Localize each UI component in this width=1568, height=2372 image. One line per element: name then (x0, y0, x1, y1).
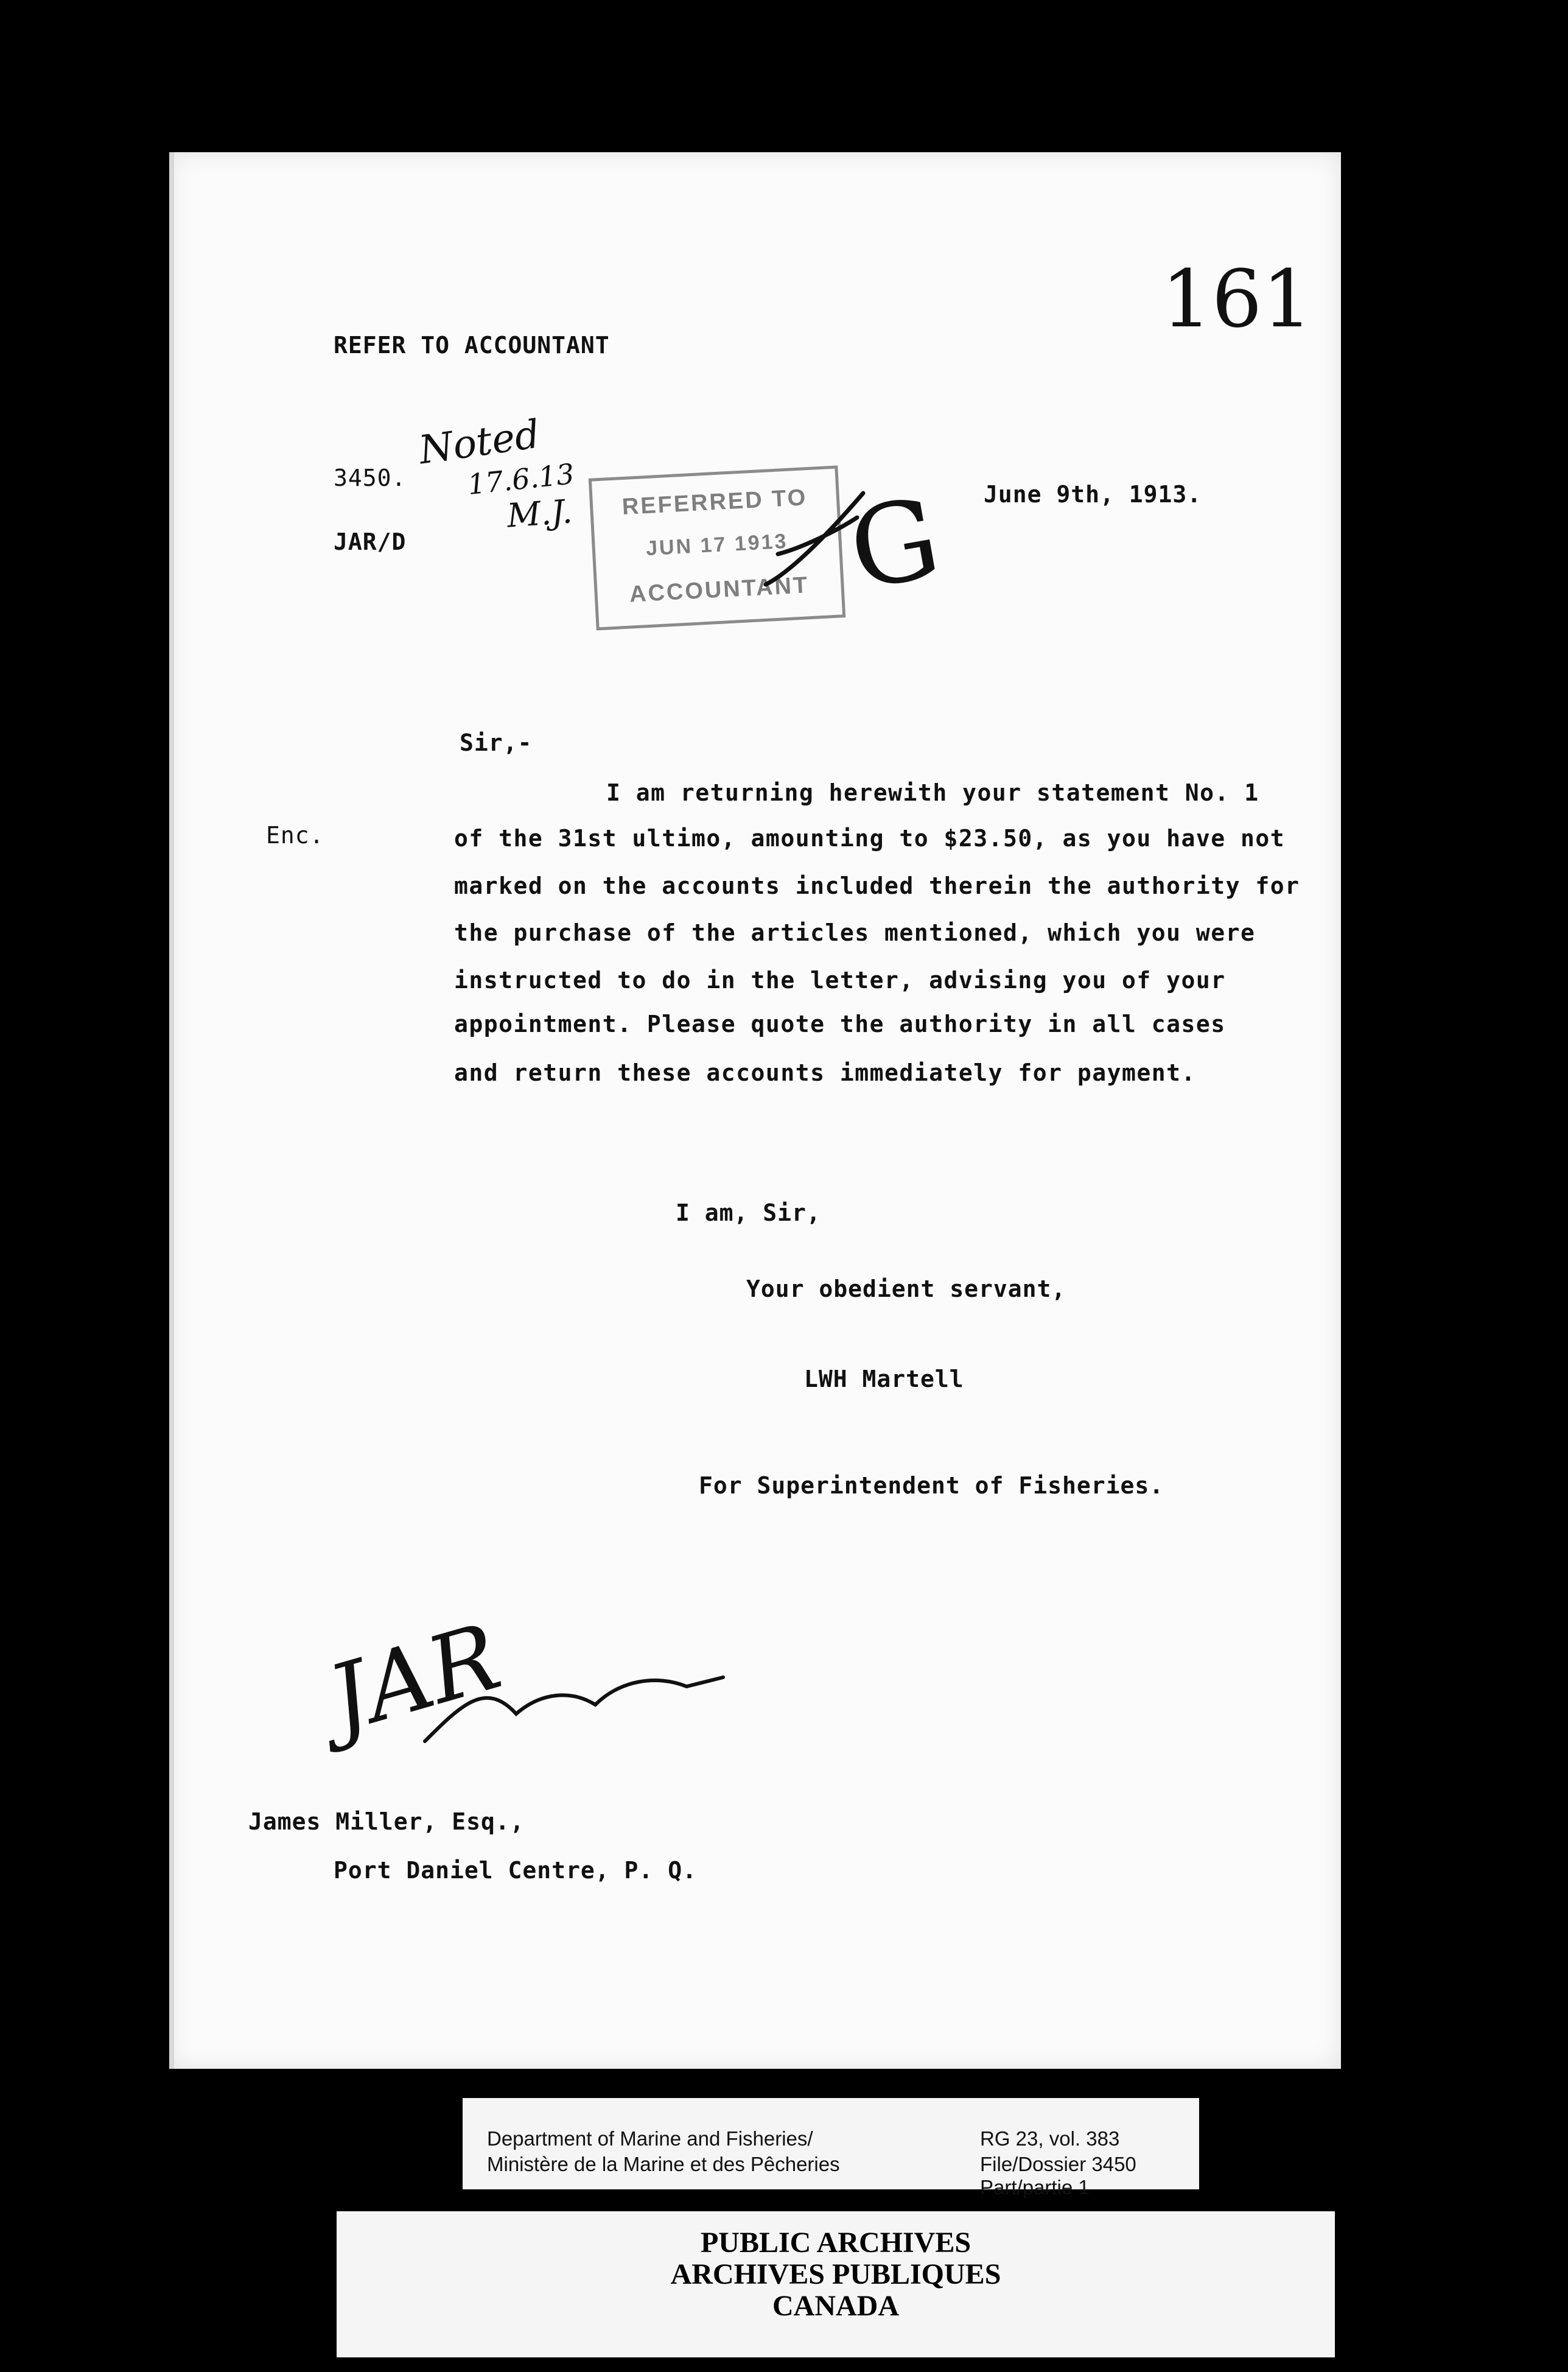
initials-reference: JAR/D (334, 528, 407, 555)
stamp-line-2: JUN 17 1913 (645, 529, 789, 561)
archive-reference-2: File/Dossier 3450 (980, 2153, 1136, 2175)
handwritten-initials: JAR (317, 1604, 511, 1753)
page-edge (169, 152, 174, 2069)
department-english: Department of Marine and Fisheries/ (487, 2127, 813, 2150)
archive-reference-1: RG 23, vol. 383 (980, 2127, 1120, 2150)
recipient-address: Port Daniel Centre, P. Q. (334, 1857, 697, 1884)
page-number: 161 (1161, 253, 1313, 345)
body-line-4: the purchase of the articles mentioned, which you were (454, 919, 1256, 946)
archives-line-3: CANADA (772, 2290, 899, 2322)
file-number: 3450. (334, 465, 407, 491)
handwritten-note-initials: M.J. (505, 492, 574, 535)
body-line-3: marked on the accounts included therein the authority for (454, 872, 1300, 899)
closing-line-1: I am, Sir, (676, 1199, 821, 1226)
handwritten-mark: G (840, 474, 949, 615)
stamp-line-1: REFERRED TO (621, 485, 808, 521)
header-note: REFER TO ACCOUNTANT (334, 332, 610, 359)
closing-line-2: Your obedient servant, (746, 1275, 1066, 1302)
stamp-line-3: ACCOUNTANT (629, 572, 810, 608)
public-archives-card (337, 2211, 1335, 2357)
archive-reference-card (463, 2098, 1199, 2198)
letter-page (169, 152, 1341, 2069)
body-line-5: instructed to do in the letter, advising you of your (454, 967, 1226, 994)
handwritten-note-date: 17.6.13 (466, 457, 576, 502)
archive-reference-3: Part/partie 1 (980, 2176, 1090, 2198)
enclosure-note: Enc. (266, 822, 324, 849)
signature-title: For Superintendent of Fisheries. (699, 1472, 1164, 1499)
salutation: Sir,- (460, 729, 533, 756)
body-line-6: appointment. Please quote the authority in all cases (454, 1011, 1226, 1037)
department-french: Ministère de la Marine et des Pêcheries (487, 2153, 840, 2175)
body-line-2: of the 31st ultimo, amounting to $23.50, as you have not (454, 825, 1286, 852)
handwritten-initials-flourish (413, 1656, 729, 1760)
body-line-1: I am returning herewith your statement No. 1 (606, 779, 1259, 806)
body-line-7: and return these accounts immediately for payment. (454, 1059, 1196, 1086)
archives-line-1: PUBLIC ARCHIVES (700, 2226, 971, 2259)
archives-line-2: ARCHIVES PUBLIQUES (670, 2258, 1001, 2290)
letter-date: June 9th, 1913. (984, 481, 1202, 508)
recipient-name: James Miller, Esq., (248, 1808, 525, 1835)
handwritten-note: Noted (416, 412, 543, 474)
signature-name: LWH Martell (804, 1366, 964, 1392)
